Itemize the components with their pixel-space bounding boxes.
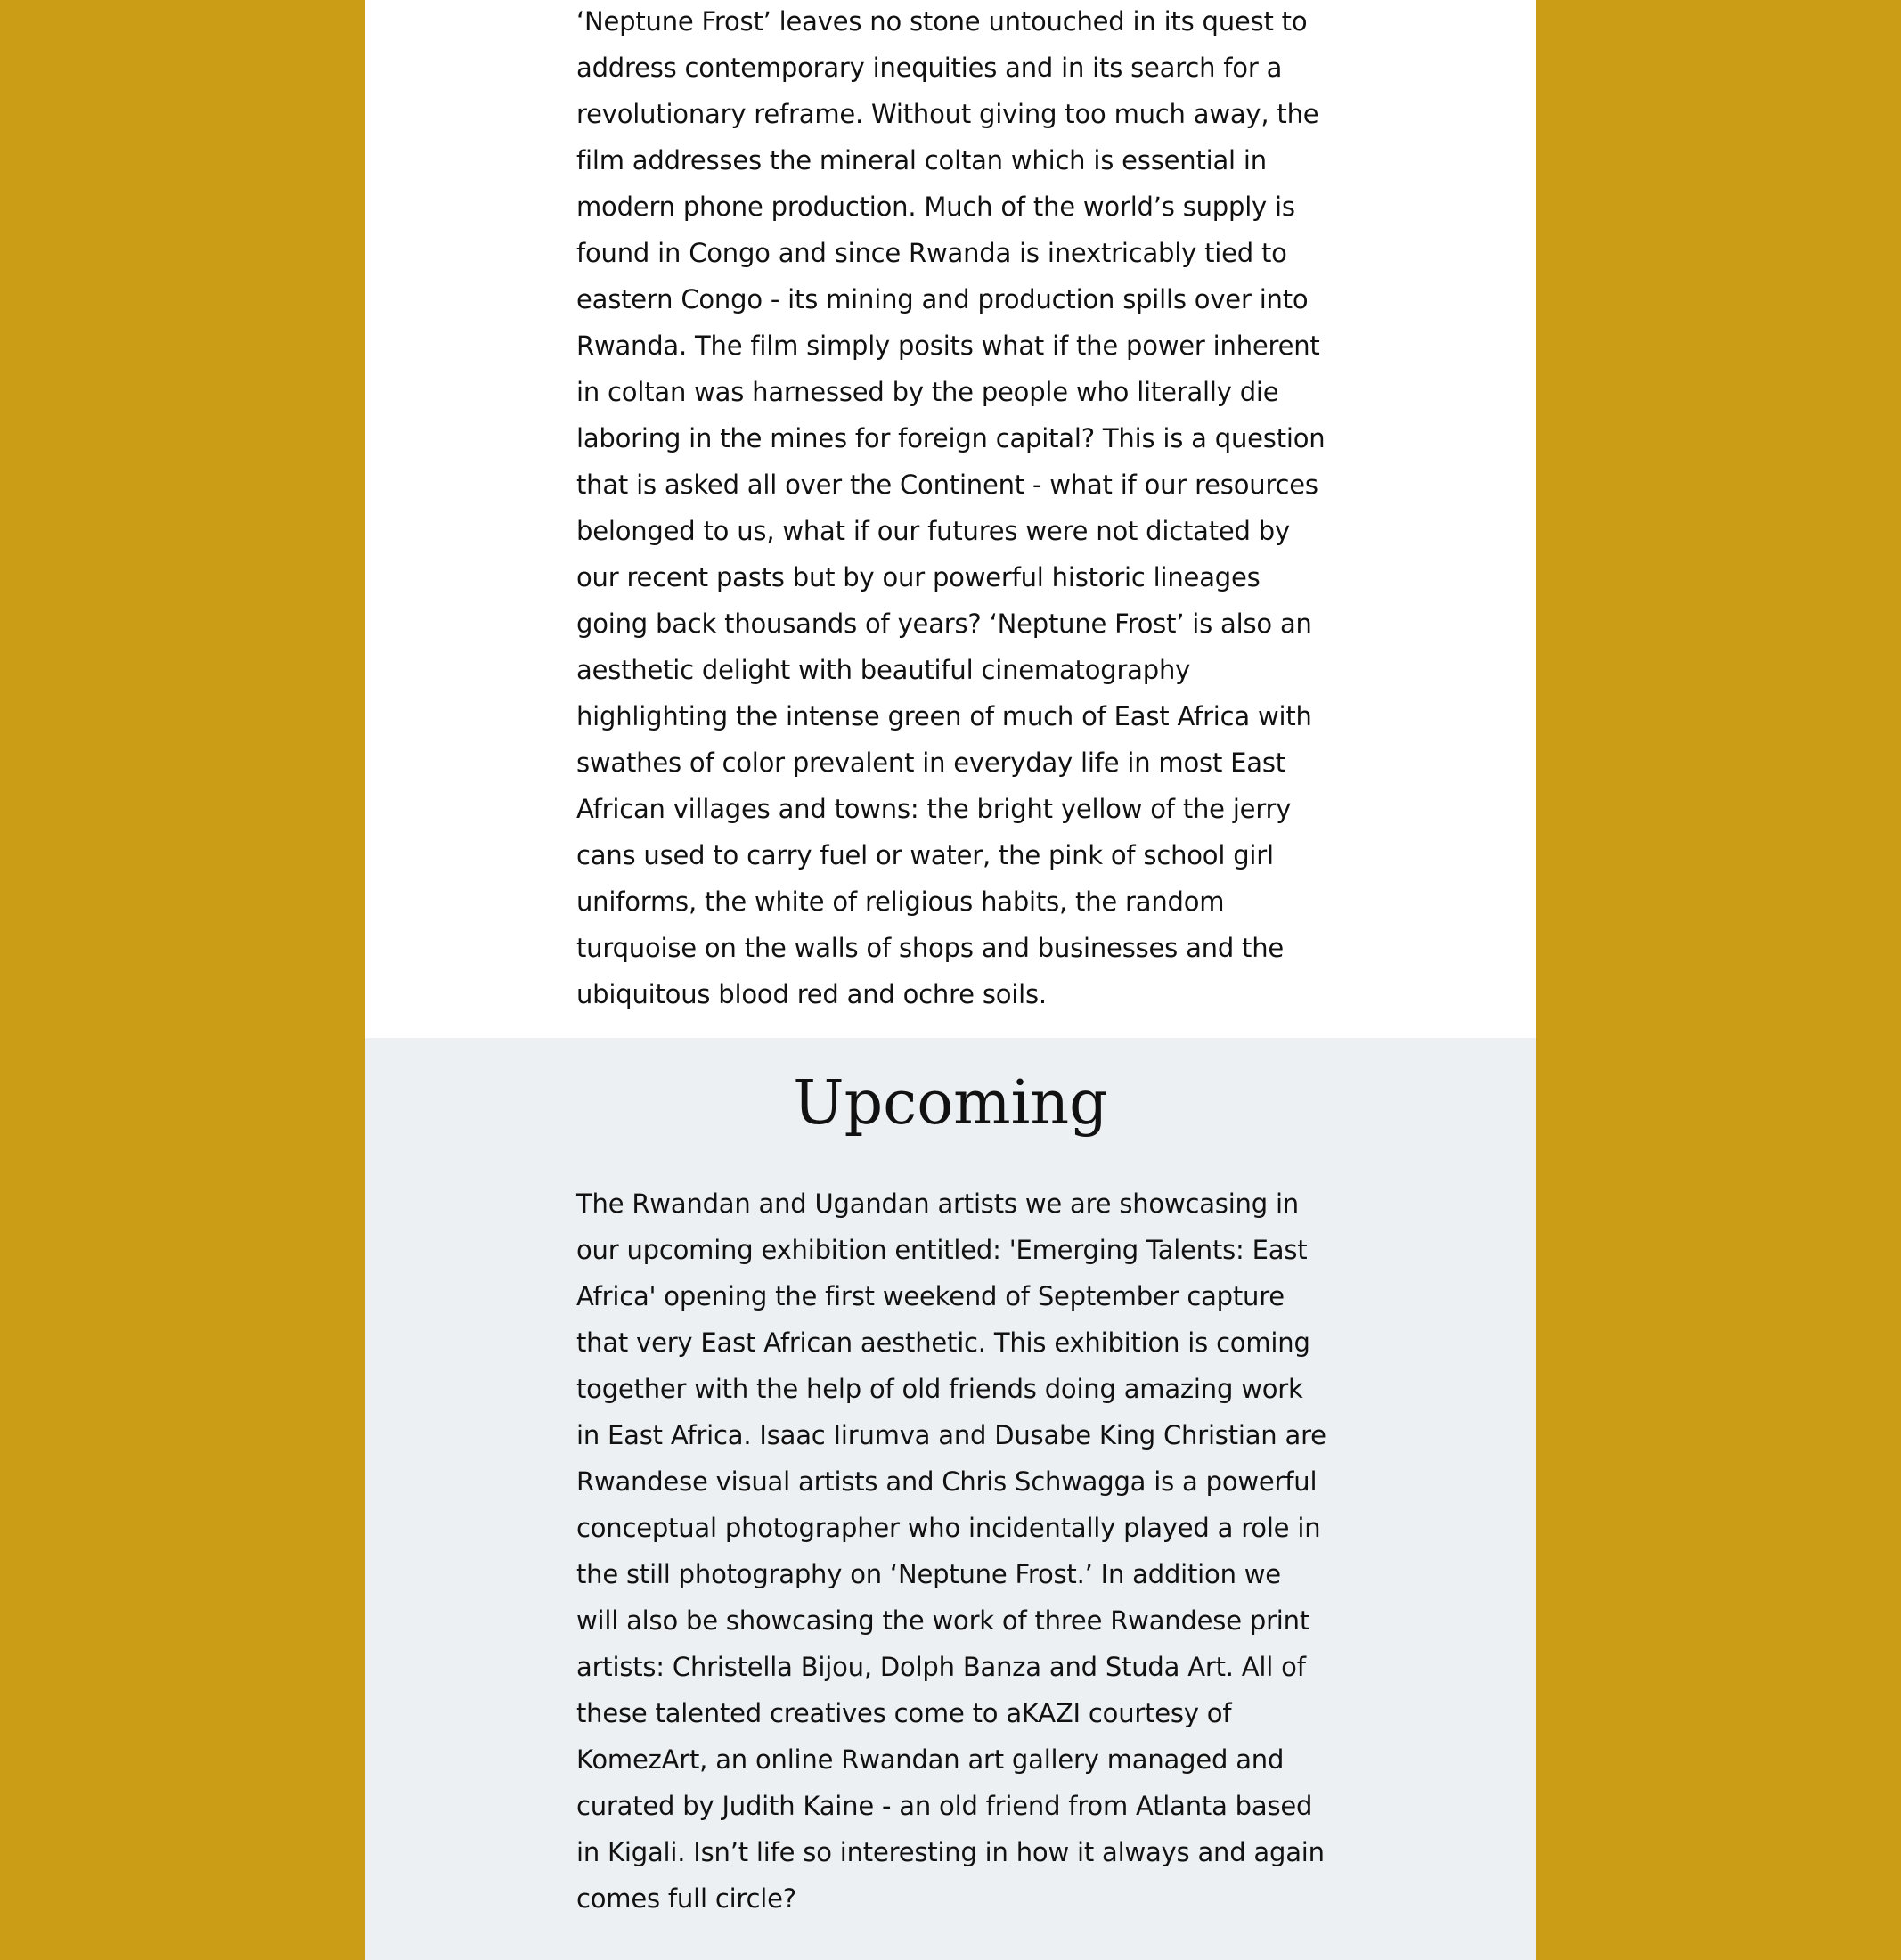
upcoming-line: comes full circle? <box>576 1883 796 1914</box>
review-line: found in Congo and since Rwanda is inextricably tied to <box>576 238 1287 268</box>
review-paragraph <box>576 0 1360 1017</box>
review-line: revolutionary reframe. Without giving too much away, the <box>576 99 1319 129</box>
review-line: address contemporary inequities and in its search for a <box>576 53 1283 83</box>
upcoming-line: KomezArt, an online Rwandan art gallery managed and <box>576 1744 1285 1775</box>
review-line: highlighting the intense green of much of East Africa with <box>576 701 1312 731</box>
review-line: laboring in the mines for foreign capital? This is a question <box>576 423 1326 453</box>
review-line: ubiquitous blood red and ochre soils. <box>576 979 1047 1009</box>
upcoming-line: curated by Judith Kaine - an old friend from Atlanta based <box>576 1791 1313 1821</box>
review-line: turquoise on the walls of shops and businesses and the <box>576 933 1285 963</box>
review-line: our recent pasts but by our powerful historic lineages <box>576 562 1261 592</box>
upcoming-line: together with the help of old friends doing amazing work <box>576 1374 1303 1404</box>
upcoming-line: Rwandese visual artists and Chris Schwagga is a powerful <box>576 1466 1318 1497</box>
upcoming-line: the still photography on ‘Neptune Frost.’ In addition we <box>576 1559 1281 1589</box>
upcoming-paragraph <box>576 1180 1360 1922</box>
review-line: eastern Congo - its mining and production spills over into <box>576 284 1309 314</box>
review-line: African villages and towns: the bright yellow of the jerry <box>576 794 1292 824</box>
review-line: Rwanda. The film simply posits what if the power inherent <box>576 331 1320 361</box>
upcoming-line: will also be showcasing the work of three Rwandese print <box>576 1605 1310 1636</box>
upcoming-line: in East Africa. Isaac Iirumva and Dusabe King Christian are <box>576 1420 1326 1450</box>
review-line: ‘Neptune Frost’ leaves no stone untouched in its quest to <box>576 6 1308 37</box>
review-line: going back thousands of years? ‘Neptune Frost’ is also an <box>576 608 1312 639</box>
review-line: belonged to us, what if our futures were not dictated by <box>576 516 1290 546</box>
upcoming-line: in Kigali. Isn’t life so interesting in how it always and again <box>576 1837 1325 1867</box>
content-column <box>365 0 1536 1960</box>
upcoming-line: The Rwandan and Ugandan artists we are showcasing in <box>576 1188 1299 1219</box>
upcoming-line: conceptual photographer who incidentally played a role in <box>576 1513 1321 1543</box>
review-section <box>365 0 1536 1038</box>
review-line: modern phone production. Much of the world’s supply is <box>576 192 1295 222</box>
review-line: swathes of color prevalent in everyday life in most East <box>576 747 1285 778</box>
review-line: cans used to carry fuel or water, the pink of school girl <box>576 840 1274 870</box>
upcoming-line: that very East African aesthetic. This exhibition is coming <box>576 1327 1310 1358</box>
review-line: uniforms, the white of religious habits, the random <box>576 886 1225 917</box>
upcoming-line: our upcoming exhibition entitled: 'Emerging Talents: East <box>576 1235 1308 1265</box>
review-line: in coltan was harnessed by the people who literally die <box>576 377 1279 407</box>
review-line: aesthetic delight with beautiful cinematography <box>576 655 1191 685</box>
review-line: that is asked all over the Continent - what if our resources <box>576 470 1318 500</box>
upcoming-section <box>365 1038 1536 1960</box>
upcoming-line: Africa' opening the first weekend of September capture <box>576 1281 1285 1311</box>
upcoming-title: Upcoming <box>793 1068 1108 1139</box>
review-line: film addresses the mineral coltan which is essential in <box>576 145 1267 176</box>
upcoming-line: artists: Christella Bijou, Dolph Banza and Studa Art. All of <box>576 1652 1306 1682</box>
upcoming-line: these talented creatives come to aKAZI courtesy of <box>576 1698 1232 1728</box>
